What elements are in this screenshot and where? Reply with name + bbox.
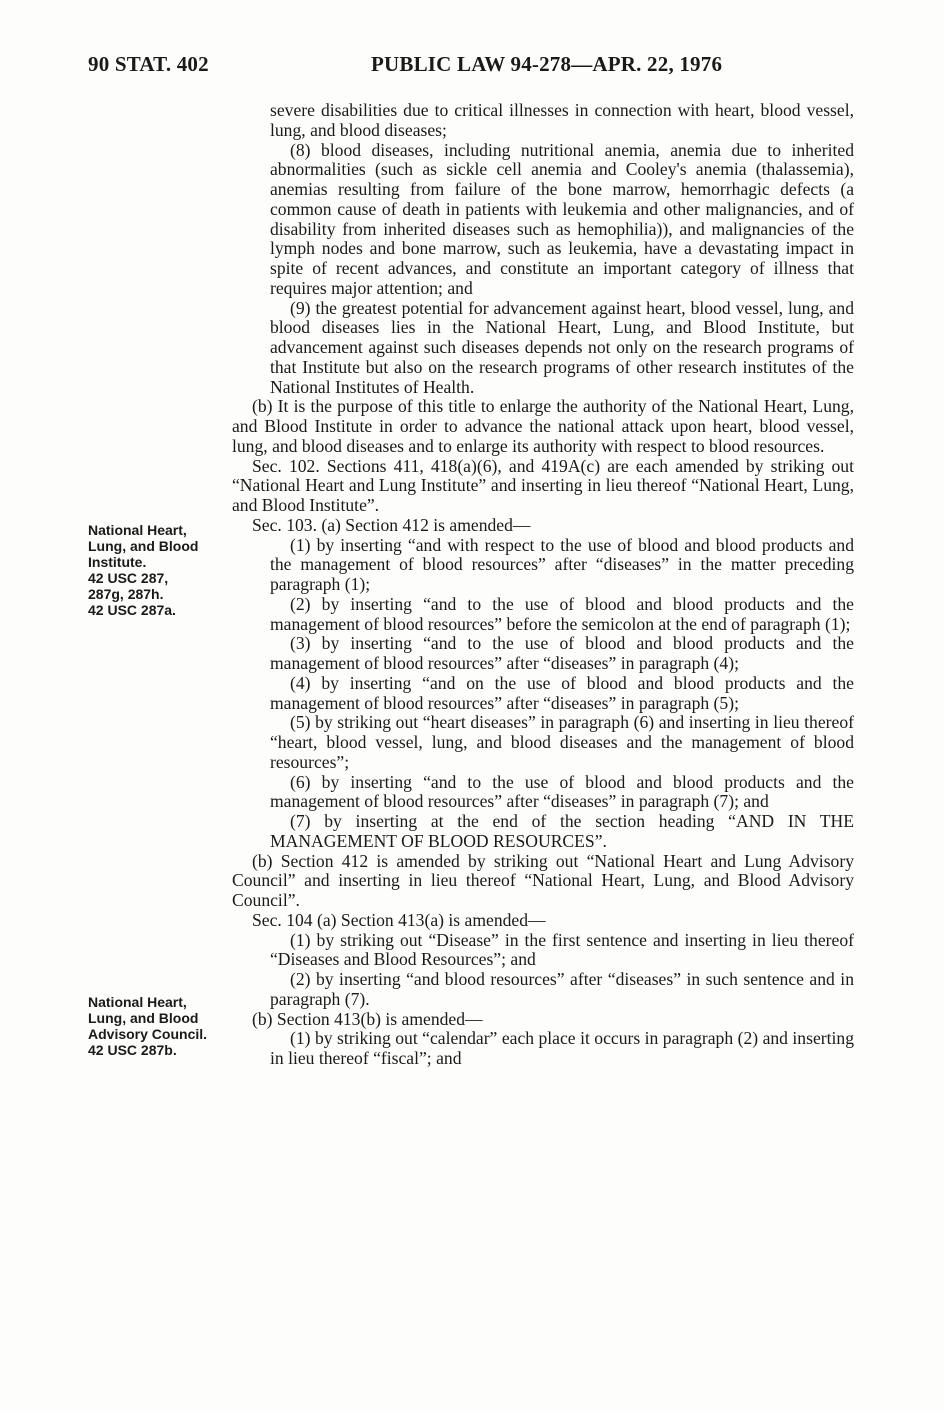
section-104-intro: Sec. 104 (a) Section 413(a) is amended—: [252, 909, 546, 930]
document-body: [232, 101, 854, 1069]
margin-note-line: Institute.: [88, 554, 147, 570]
paragraph: severe disabilities due to critical illnesses in connection with heart, blood vessel, lung, and blood diseases;: [270, 100, 854, 140]
amendment-item: (1) by inserting “and with respect to the use of blood and blood products and the management of blood resources” after “diseases” in the matter preceding paragraph (1);: [270, 534, 854, 594]
margin-note-line: Advisory Council.: [88, 1026, 208, 1042]
section-104-b: (b) Section 413(b) is amended—: [252, 1008, 483, 1029]
amendment-item: (1) by striking out “calendar” each place it occurs in paragraph (2) and inserting in lieu thereof “fiscal”; and: [270, 1028, 854, 1068]
margin-note-line: Lung, and Blood: [88, 1010, 199, 1026]
section-103-b: (b) Section 412 is amended by striking out “National Heart and Lung Advisory Council” and inserting in lieu thereof “National Heart, Lung, and Blood Advisory Council”.: [232, 850, 854, 910]
amendment-item: (4) by inserting “and on the use of blood and blood products and the management of blood resources” after “diseases” in paragraph (5);: [270, 672, 854, 713]
margin-note-line: Lung, and Blood: [88, 538, 199, 554]
law-title: PUBLIC LAW 94-278—APR. 22, 1976: [371, 52, 723, 76]
amendment-item: (1) by striking out “Disease” in the first sentence and inserting in lieu thereof “Diseases and Blood Resources”; and: [270, 929, 854, 970]
margin-note-line: 287g, 287h.: [88, 586, 164, 602]
amendment-item: (7) by inserting at the end of the section heading “AND IN THE MANAGEMENT OF BLOOD RESOURCES”.: [270, 811, 854, 851]
margin-note-line: National Heart,: [88, 994, 187, 1010]
paragraph-item-8: (8) blood diseases, including nutritional anemia, anemia due to inherited abnormalities (such as sickle cell anemia and Cooley's anemia (thalassemia), anemias resulting from failure of the bone marrow, hemorrhagic defects (a common cause of death in patients with leukemia and other malignancies, and of disability from inherited diseases such as hemophilia)), and malignancies of the lymph nodes and bone marrow, such as leukemia, have a devastating impact in spite of recent advances, and constitute an important category of illness that requires major attention; and: [270, 139, 854, 298]
section-103-intro: Sec. 103. (a) Section 412 is amended—: [252, 514, 531, 535]
amendment-item: (2) by inserting “and to the use of blood and blood products and the management of blood resources” before the semicolon at the end of paragraph (1);: [270, 593, 854, 634]
paragraph-item-9: (9) the greatest potential for advancement against heart, blood vessel, lung, and blood diseases lies in the National Heart, Lung, and Blood Institute, but advancement against such diseases depends not only on the research programs of that Institute but also on the research programs of other research institutes of the National Institutes of Health.: [270, 297, 854, 397]
margin-note-line: National Heart,: [88, 522, 187, 538]
section-102: Sec. 102. Sections 411, 418(a)(6), and 419A(c) are each amended by striking out “National Heart and Lung Institute” and inserting in lieu thereof “National Heart, Lung, and Blood Institute”.: [232, 455, 854, 515]
margin-note-line: 42 USC 287,: [88, 570, 169, 586]
page-header: [0, 52, 944, 82]
amendment-item: (5) by striking out “heart diseases” in paragraph (6) and inserting in lieu thereof “heart, blood vessel, lung, and blood diseases and the management of blood resources”;: [270, 712, 854, 772]
stat-page-number: 90 STAT. 402: [88, 52, 209, 76]
amendment-item: (3) by inserting “and to the use of blood and blood products and the management of blood resources” after “diseases” in paragraph (4);: [270, 633, 854, 673]
margin-note-line: 42 USC 287b.: [88, 1042, 177, 1058]
amendment-item: (6) by inserting “and to the use of blood and blood products and the management of blood resources” after “diseases” in paragraph (7); and: [270, 771, 854, 812]
paragraph-purpose: (b) It is the purpose of this title to enlarge the authority of the National Heart, Lung, and Blood Institute in order to advance the national attack upon heart, blood vessel, lung, and blood diseases and to enlarge its authority with respect to blood resources.: [232, 396, 854, 456]
margin-note-blood-institute: [88, 522, 228, 618]
amendment-item: (2) by inserting “and blood resources” after “diseases” in such sentence and in paragraph (7).: [270, 969, 854, 1009]
margin-note-advisory-council: [88, 994, 228, 1058]
margin-note-line: 42 USC 287a.: [88, 602, 176, 618]
